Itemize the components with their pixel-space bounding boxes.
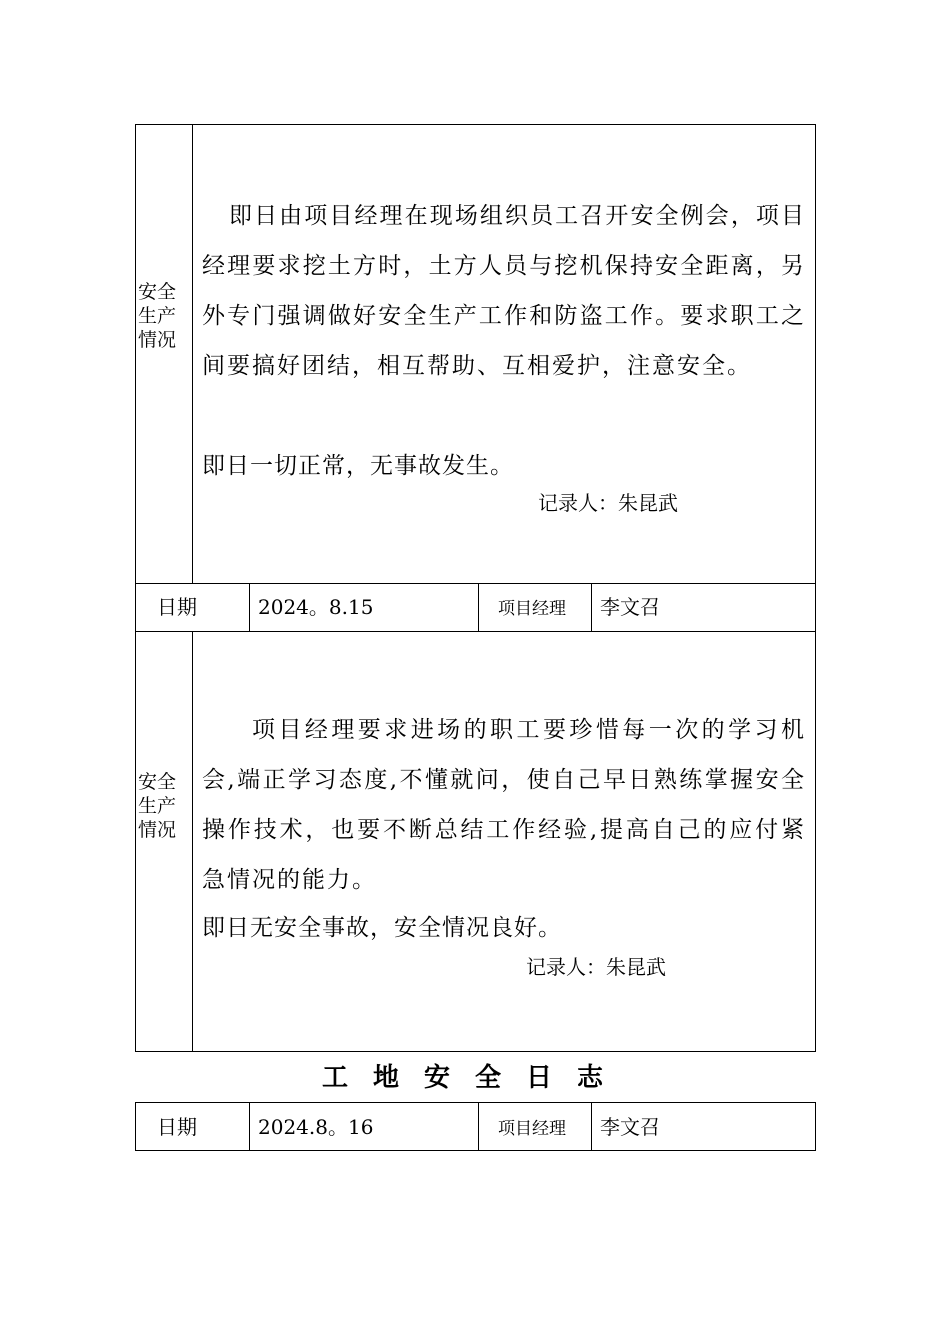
row-2-manager-value: 李文召 bbox=[600, 1115, 660, 1139]
section-1-status-line: 即日一切正常，无事故发生。 bbox=[202, 453, 514, 479]
section-2-side-label: 安全生产情况 bbox=[137, 771, 176, 841]
info-row-2 bbox=[135, 1102, 816, 1151]
row-2-divider-c bbox=[591, 1102, 592, 1151]
section-1-divider bbox=[192, 124, 193, 584]
row-1-date-label: 日期 bbox=[157, 595, 197, 619]
row-1-divider-b bbox=[478, 583, 479, 632]
section-2-divider bbox=[192, 631, 193, 1052]
row-1-divider-a bbox=[249, 583, 250, 632]
section-1-paragraph: 即日由项目经理在现场组织员工召开安全例会，项目经理要求挖土方时，土方人员与挖机保持安全距离，另外专门强调做好安全生产工作和防盗工作。要求职工之间要搞好团结，相互帮助、互相爱护，注意安全。 bbox=[202, 203, 806, 379]
row-1-manager-value: 李文召 bbox=[600, 595, 660, 619]
row-2-divider-a bbox=[249, 1102, 250, 1151]
row-2-divider-b bbox=[478, 1102, 479, 1151]
row-1-date-value: 2024。8.15 bbox=[258, 595, 374, 619]
section-1-recorder: 记录人：朱昆武 bbox=[538, 491, 678, 515]
row-1-divider-c bbox=[591, 583, 592, 632]
row-2-manager-label: 项目经理 bbox=[498, 1119, 566, 1139]
section-1-side-label: 安全生产情况 bbox=[137, 281, 176, 351]
section-2-recorder: 记录人：朱昆武 bbox=[526, 955, 666, 979]
section-2-paragraph: 项目经理要求进场的职工要珍惜每一次的学习机会,端正学习态度,不懂就问，使自己早日熟练掌握安全操作技术，也要不断总结工作经验,提高自己的应付紧急情况的能力。 bbox=[202, 717, 806, 893]
section-2-status-line: 即日无安全事故，安全情况良好。 bbox=[202, 915, 562, 941]
row-1-manager-label: 项目经理 bbox=[498, 599, 566, 619]
page-title: 工地安全日志 bbox=[321, 1063, 628, 1093]
row-2-date-value: 2024.8。16 bbox=[258, 1115, 374, 1139]
info-row-1 bbox=[135, 583, 816, 632]
row-2-date-label: 日期 bbox=[157, 1115, 197, 1139]
